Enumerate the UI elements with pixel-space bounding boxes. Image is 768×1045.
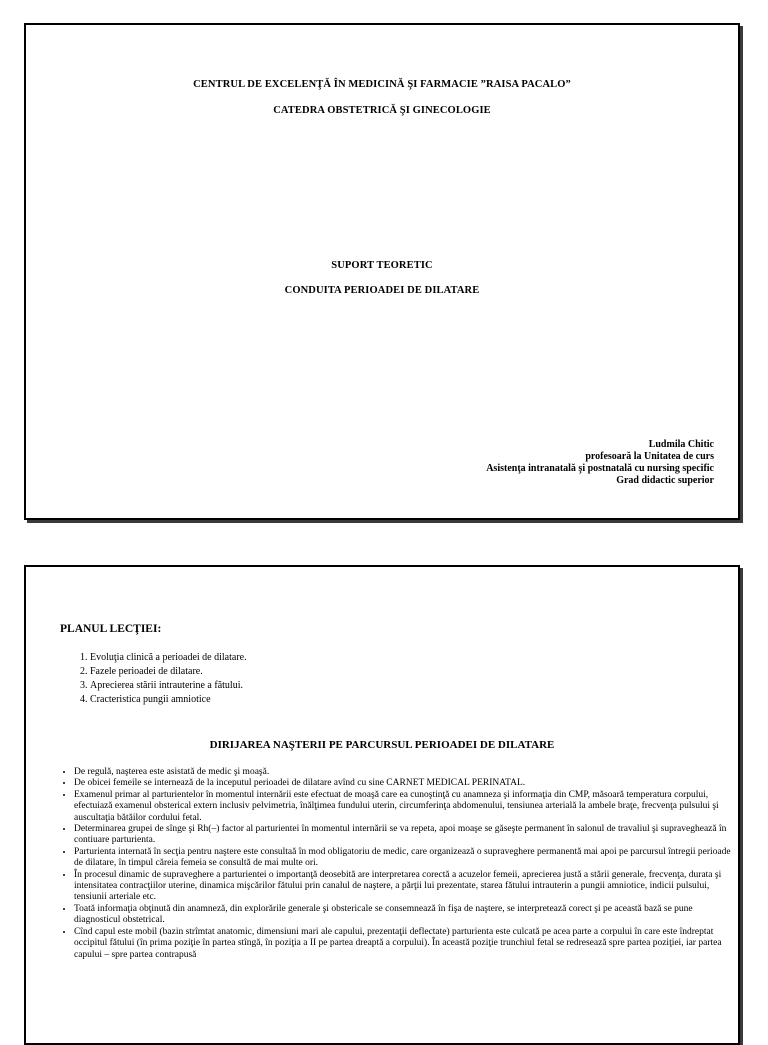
plan-item: 2. Fazele perioadei de dilatare. (90, 665, 247, 679)
bullet-item: • Examenul primar al parturientelor în momentul internării este efectuat de moaşă care ea cunoştinţă cu anamneza şi informaţia din CMP, măsoară temperatura corpului, efectuiază examenul obsterical extern inclusiv pelvimetria, înălţimea fundului uterin, circumferinţa abdomenului, tensiunea arterială la ambele braţe, frecvenţa pulsului şi auscultaţia bătăilor cordului fetal. (74, 790, 738, 824)
bullet-item: • Toată informaţia obţinută din anamneză, din explorările generale şi obstericale se consemnează în fişa de naştere, se interpretează corect şi pe această bază se pune diagnosticul obstetrical. (74, 904, 738, 927)
author-block (486, 439, 714, 487)
author-name: Ludmila Chitic (648, 439, 714, 450)
lesson-plan-list (70, 651, 247, 707)
author-position: profesoară la Unitatea de curs (585, 451, 714, 462)
author-course: Asistenţa intranatală şi postnatală cu nursing specific (486, 463, 714, 474)
section-heading: DIRIJAREA NAŞTERII PE PARCURSUL PERIOADEI DE DILATARE (209, 739, 555, 751)
lesson-plan-title: PLANUL LECŢIEI: (60, 623, 162, 635)
bullet-item: • În procesul dinamic de supraveghere a parturientei o importanţă deosebită are interpretarea corectă a acuzelor femeii, aprecierea justă a stării generale, frecvenţa, durata şi intensitatea contracţiilor uterine, dinamica mişcărilor fătului prin canalul de naştere, a părţii lui prezentate, starea fătului intrauterin a pungii amniotice, indicii pulsului, tensiunii arteriale etc. (74, 870, 738, 904)
bullet-item: • Determinarea grupei de sînge şi Rh(–) factor al parturientei în momentul internării se va repeta, apoi moaşe se găseşte permanent în salonul de travaliul şi supraveghează în contiuare parturienta. (74, 824, 738, 847)
plan-item: 4. Cracteristica pungii amniotice (90, 693, 247, 707)
author-grade: Grad didactic superior (616, 475, 714, 486)
plan-item: 1. Evoluţia clinică a perioadei de dilatare. (90, 651, 247, 665)
document-title: CONDUITA PERIOADEI DE DILATARE (284, 285, 480, 296)
title-page (24, 23, 740, 520)
bullet-item: • Parturienta internată în secţia pentru naştere este consultaă în mod obligatoriu de medic, care organizează o supraveghere permanentă mai apoi pe parcursul întregii perioade de dilatare, în timpul căreia femeia se consultă de mai multe ori. (74, 847, 738, 870)
plan-item: 3. Aprecierea stării intrauterine a fătului. (90, 679, 247, 693)
institution-name: CENTRUL DE EXCELENŢĂ ÎN MEDICINĂ ŞI FARMACIE ”RAISA PACALO” (193, 79, 571, 90)
bullet-item: • De regulă, naşterea este asistată de medic şi moaşă. (74, 767, 738, 778)
bullet-item: • De obicei femeile se internează de la inceputul perioadei de dilatare avînd cu sine CARNET MEDICAL PERINATAL. (74, 778, 738, 789)
department-name: CATEDRA OBSTETRICĂ ŞI GINECOLOGIE (273, 105, 491, 116)
lesson-page (24, 565, 740, 1045)
bullet-list (56, 767, 738, 961)
bullet-item: • Cînd capul este mobil (bazin strîmtat anatomic, dimensiuni mari ale capului, prezentaţii deflectate) parturienta este culcată pe acea parte a corpului în care este îndreptat occipitul fătului (în prima poziţie în partea stîngă, în poziţia a II pe partea dreaptă a corpului). În această poziţie trunchiul fetal se redresează spre partea poziţiei, iar partea capului – spre partea contrapusă (74, 927, 738, 961)
document-type: SUPORT TEORETIC (331, 260, 433, 271)
